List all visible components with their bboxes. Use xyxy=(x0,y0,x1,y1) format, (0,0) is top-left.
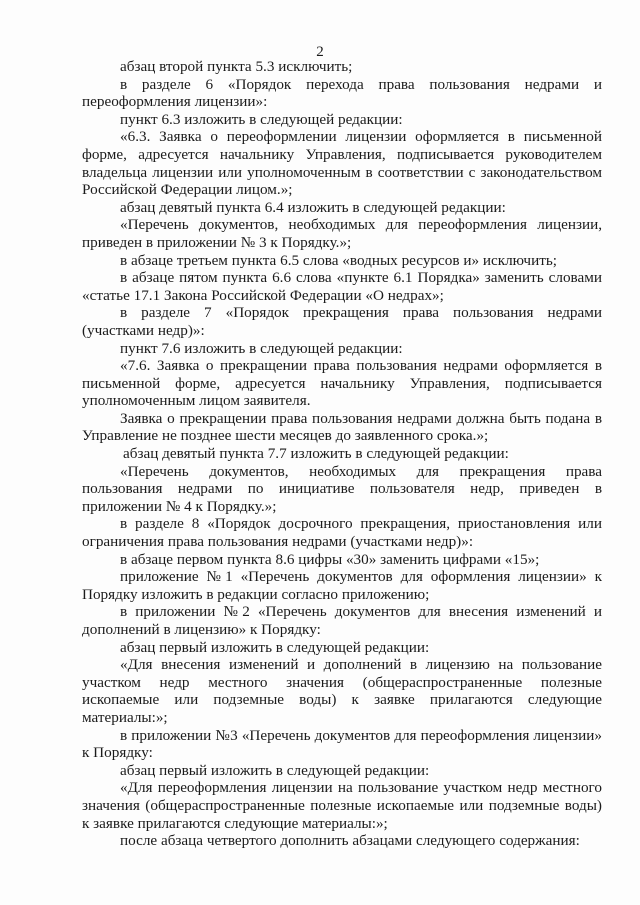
page-number: 2 xyxy=(316,44,324,60)
paragraph: пункт 6.3 изложить в следующей редакции: xyxy=(120,110,403,128)
paragraph: в разделе 8 «Порядок досрочного прекращения, приостановления или ограничения права пользования недрами (участками недр)»: xyxy=(82,515,602,551)
paragraph: в абзаце пятом пункта 6.6 слова «пункте 6.1 Порядка» заменить словами «статье 17.1 Закона Российской Федерации «О недрах»; xyxy=(82,269,602,304)
paragraph: в разделе 7 «Порядок прекращения права пользования недрами (участками недр)»: xyxy=(82,304,602,339)
paragraph: в приложении №3 «Перечень документов для переоформления лицензии» к Порядку: xyxy=(82,726,602,762)
paragraph: абзац первый изложить в следующей редакции: xyxy=(120,761,430,779)
paragraph: «Для переоформления лицензии на пользование участком недр местного значения (общераспространенные полезные ископаемые или подземные воды) к заявке прилагаются следующие материалы:»; xyxy=(82,779,602,832)
paragraph: пункт 7.6 изложить в следующей редакции: xyxy=(120,339,403,357)
paragraph: «Перечень документов, необходимых для переоформления лицензии, приведен в приложении № 3 к Порядку.»; xyxy=(82,216,602,251)
paragraph: в абзаце первом пункта 8.6 цифры «30» заменить цифрами «15»; xyxy=(120,550,540,568)
paragraph: абзац девятый пункта 6.4 изложить в следующей редакции: xyxy=(120,198,506,216)
paragraph: абзац девятый пункта 7.7 изложить в следующей редакции: xyxy=(123,445,509,463)
paragraph: «Для внесения изменений и дополнений в лицензию на пользование участком недр местного значения (общераспространенные полезные ископаемые или подземные воды) к заявке прилагаются следующие материалы:»; xyxy=(82,656,602,726)
paragraph: после абзаца четвертого дополнить абзацами следующего содержания: xyxy=(120,832,580,850)
paragraph: «Перечень документов, необходимых для прекращения права пользования недрами по инициативе пользователя недр, приведен в приложении № 4 к Порядку.»; xyxy=(82,462,602,515)
paragraph: в приложении №2 «Перечень документов для внесения изменений и дополнений в лицензию» к Порядку: xyxy=(82,603,602,638)
paragraph: приложение №1 «Перечень документов для оформления лицензии» к Порядку изложить в редакции согласно приложению; xyxy=(82,568,602,603)
paragraph: Заявка о прекращении права пользования недрами должна быть подана в Управление не позднее шести месяцев до заявленного срока.»; xyxy=(82,409,602,445)
paragraph: в разделе 6 «Порядок перехода права пользования недрами и переоформления лицензии»: xyxy=(82,75,602,111)
paragraph: в абзаце третьем пункта 6.5 слова «водных ресурсов и» исключить; xyxy=(120,251,557,269)
paragraph: «6.3. Заявка о переоформлении лицензии оформляется в письменной форме, адресуется начальнику Управления, подписывается руководителем владельца лицензии или уполномоченным в соответствии с законодательством Российской Федерации лицом.»; xyxy=(82,128,602,199)
document-body xyxy=(82,58,602,850)
paragraph: «7.6. Заявка о прекращении права пользования недрами оформляется в письменной форме, адресуется начальнику Управления, подписывается уполномоченным лицом заявителя. xyxy=(82,357,602,410)
paragraph: абзац первый изложить в следующей редакции: xyxy=(120,638,430,656)
paragraph: абзац второй пункта 5.3 исключить; xyxy=(120,58,353,75)
